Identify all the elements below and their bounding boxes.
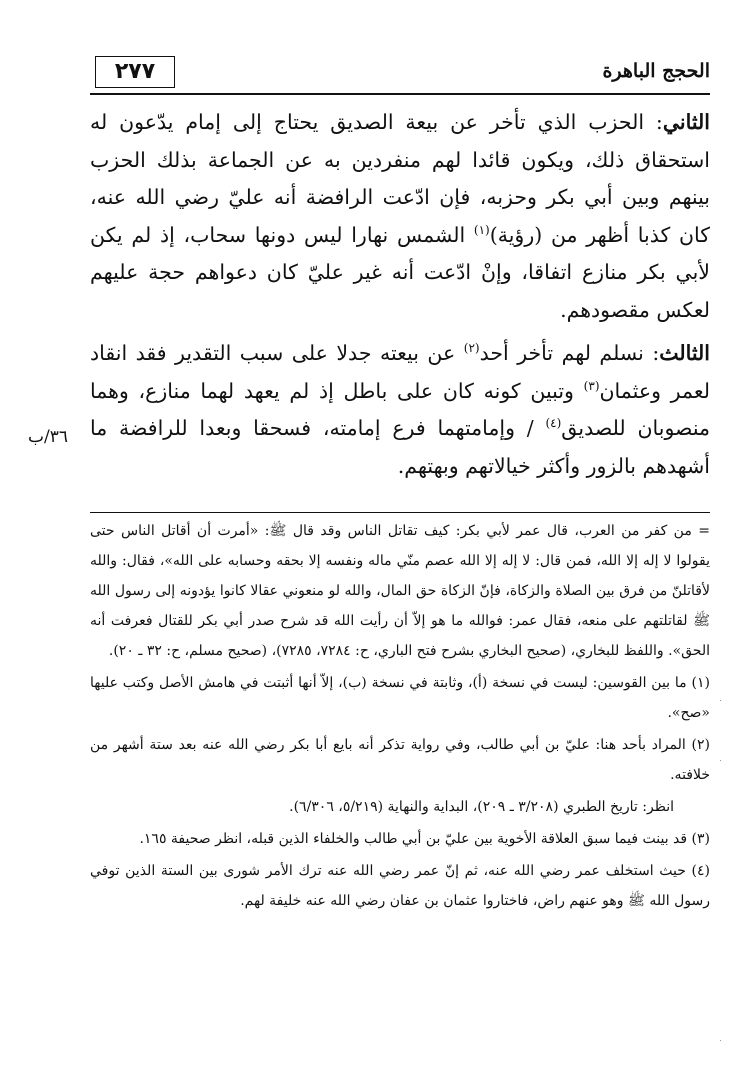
- footnote-ref-2: (٢): [463, 341, 480, 356]
- footnote-continuation: = من كفر من العرب، قال عمر لأبي بكر: كيف تقاتل الناس وقد قال ﷺ: «أمرت أن أقاتل الناس حتى يقولوا لا إله إلا الله، فمن قال: لا إله إلا الله عصم منّي ماله ونفسه إلا بحقه وحسابه على الله»، فقال: والله لأقاتلنّ من فرق بين الصلاة والزكاة، فإنّ الزكاة حق المال، والله لو منعوني عقالا كانوا يؤدونه إلى رسول الله ﷺ لقاتلتهم على منعه، فقال عمر: فوالله ما هو إلاّ أن رأيت الله قد شرح صدر أبي بكر للقتال فعرفت أنه الحق». واللفظ للبخاري، (صحيح البخاري بشرح فتح الباري، ح: ٧٢٨٤، ٧٢٨٥)، (صحيح مسلم، ح: ٣٢ ـ ٢٠).: [90, 523, 710, 659]
- manuscript-folio-note: ٣٦/ب: [28, 427, 68, 447]
- header-rule: [90, 93, 710, 95]
- paragraph-second: [90, 104, 710, 329]
- page-number: ٢٧٧: [95, 56, 175, 88]
- footnote-2: (٢) المراد بأحد هنا: عليّ بن أبي طالب، وفي رواية تذكر أنه بايع أبا بكر رضي الله عنه بعد ستة أشهر من خلافته.: [90, 737, 710, 783]
- paragraph-text: : الحزب الذي تأخر عن بيعة الصديق يحتاج إلى إمام يدّعون له استحقاق ذلك، ويكون قائدا لهم منفردين به عن الجماعة بذلك الحزب بينهم وبين أبي بكر وحزبه، فإن ادّعت الرافضة أنه عليّ رضي الله عنه، كان كذبا أظهر من (رؤية): [90, 110, 710, 247]
- paragraph-third: [90, 335, 710, 485]
- footnote-3: (٣) قد بينت فيما سبق العلاقة الأخوية بين عليّ بن أبي طالب والخلفاء الذين قبله، انظر صحيفة ١٦٥.: [139, 831, 710, 847]
- footnote-2-reference: انظر: تاريخ الطبري (٣/٢٠٨ ـ ٢٠٩)، البداية والنهاية (٥/٢١٩، ٦/٣٠٦).: [289, 799, 674, 815]
- footnote-ref-3: (٣): [583, 378, 600, 393]
- paragraph-lead: الثاني: [662, 110, 710, 134]
- scan-mark: [720, 760, 721, 761]
- page-header: [90, 52, 710, 96]
- paragraph-text: الشمس نهارا ليس دونها سحاب، إذ لم يكن لأبي بكر منازع اتفاقا، وإنْ ادّعت أنه غير عليّ كان دعواهم حجة عليهم لعكس مقصودهم.: [90, 222, 710, 322]
- footnote-ref-4: (٤): [545, 416, 562, 431]
- footnote-rule: [90, 512, 710, 513]
- running-title: الحجج الباهرة: [602, 60, 710, 82]
- main-text: [90, 104, 710, 491]
- footnote-4: (٤) حيث استخلف عمر رضي الله عنه، ثم إنّ عمر رضي الله عنه ترك الأمر شورى بين الستة الذين توفي رسول الله ﷺ وهو عنهم راض، فاختاروا عثمان بن عفان رضي الله عنه خليفة لهم.: [90, 863, 710, 909]
- footnote-ref-1: (١): [473, 222, 490, 237]
- footnotes: [90, 516, 710, 918]
- scan-mark: [720, 1040, 721, 1041]
- footnote-1: (١) ما بين القوسين: ليست في نسخة (أ)، وثابتة في نسخة (ب)، إلاّ أنها أثبتت في هامش الأصل وكتب عليها «صح».: [90, 675, 710, 721]
- paragraph-text: وتبين كونه كان على باطل إذ لم يعهد لهما منازع، وهما منصوبان للصديق: [90, 378, 710, 440]
- paragraph-lead: الثالث: [659, 341, 710, 365]
- scan-mark: [720, 700, 721, 701]
- paragraph-text: عن بيعته جدلا على سبب التقدير فقد انقاد لعمر وعثمان: [90, 341, 710, 403]
- paragraph-text: / وإمامتهما فرع إمامته، فسحقا وبعدا للرافضة ما أشهدهم بالزور وأكثر خيالاتهم وبهتهم.: [90, 416, 710, 478]
- paragraph-text: : نسلم لهم تأخر أحد: [479, 341, 660, 365]
